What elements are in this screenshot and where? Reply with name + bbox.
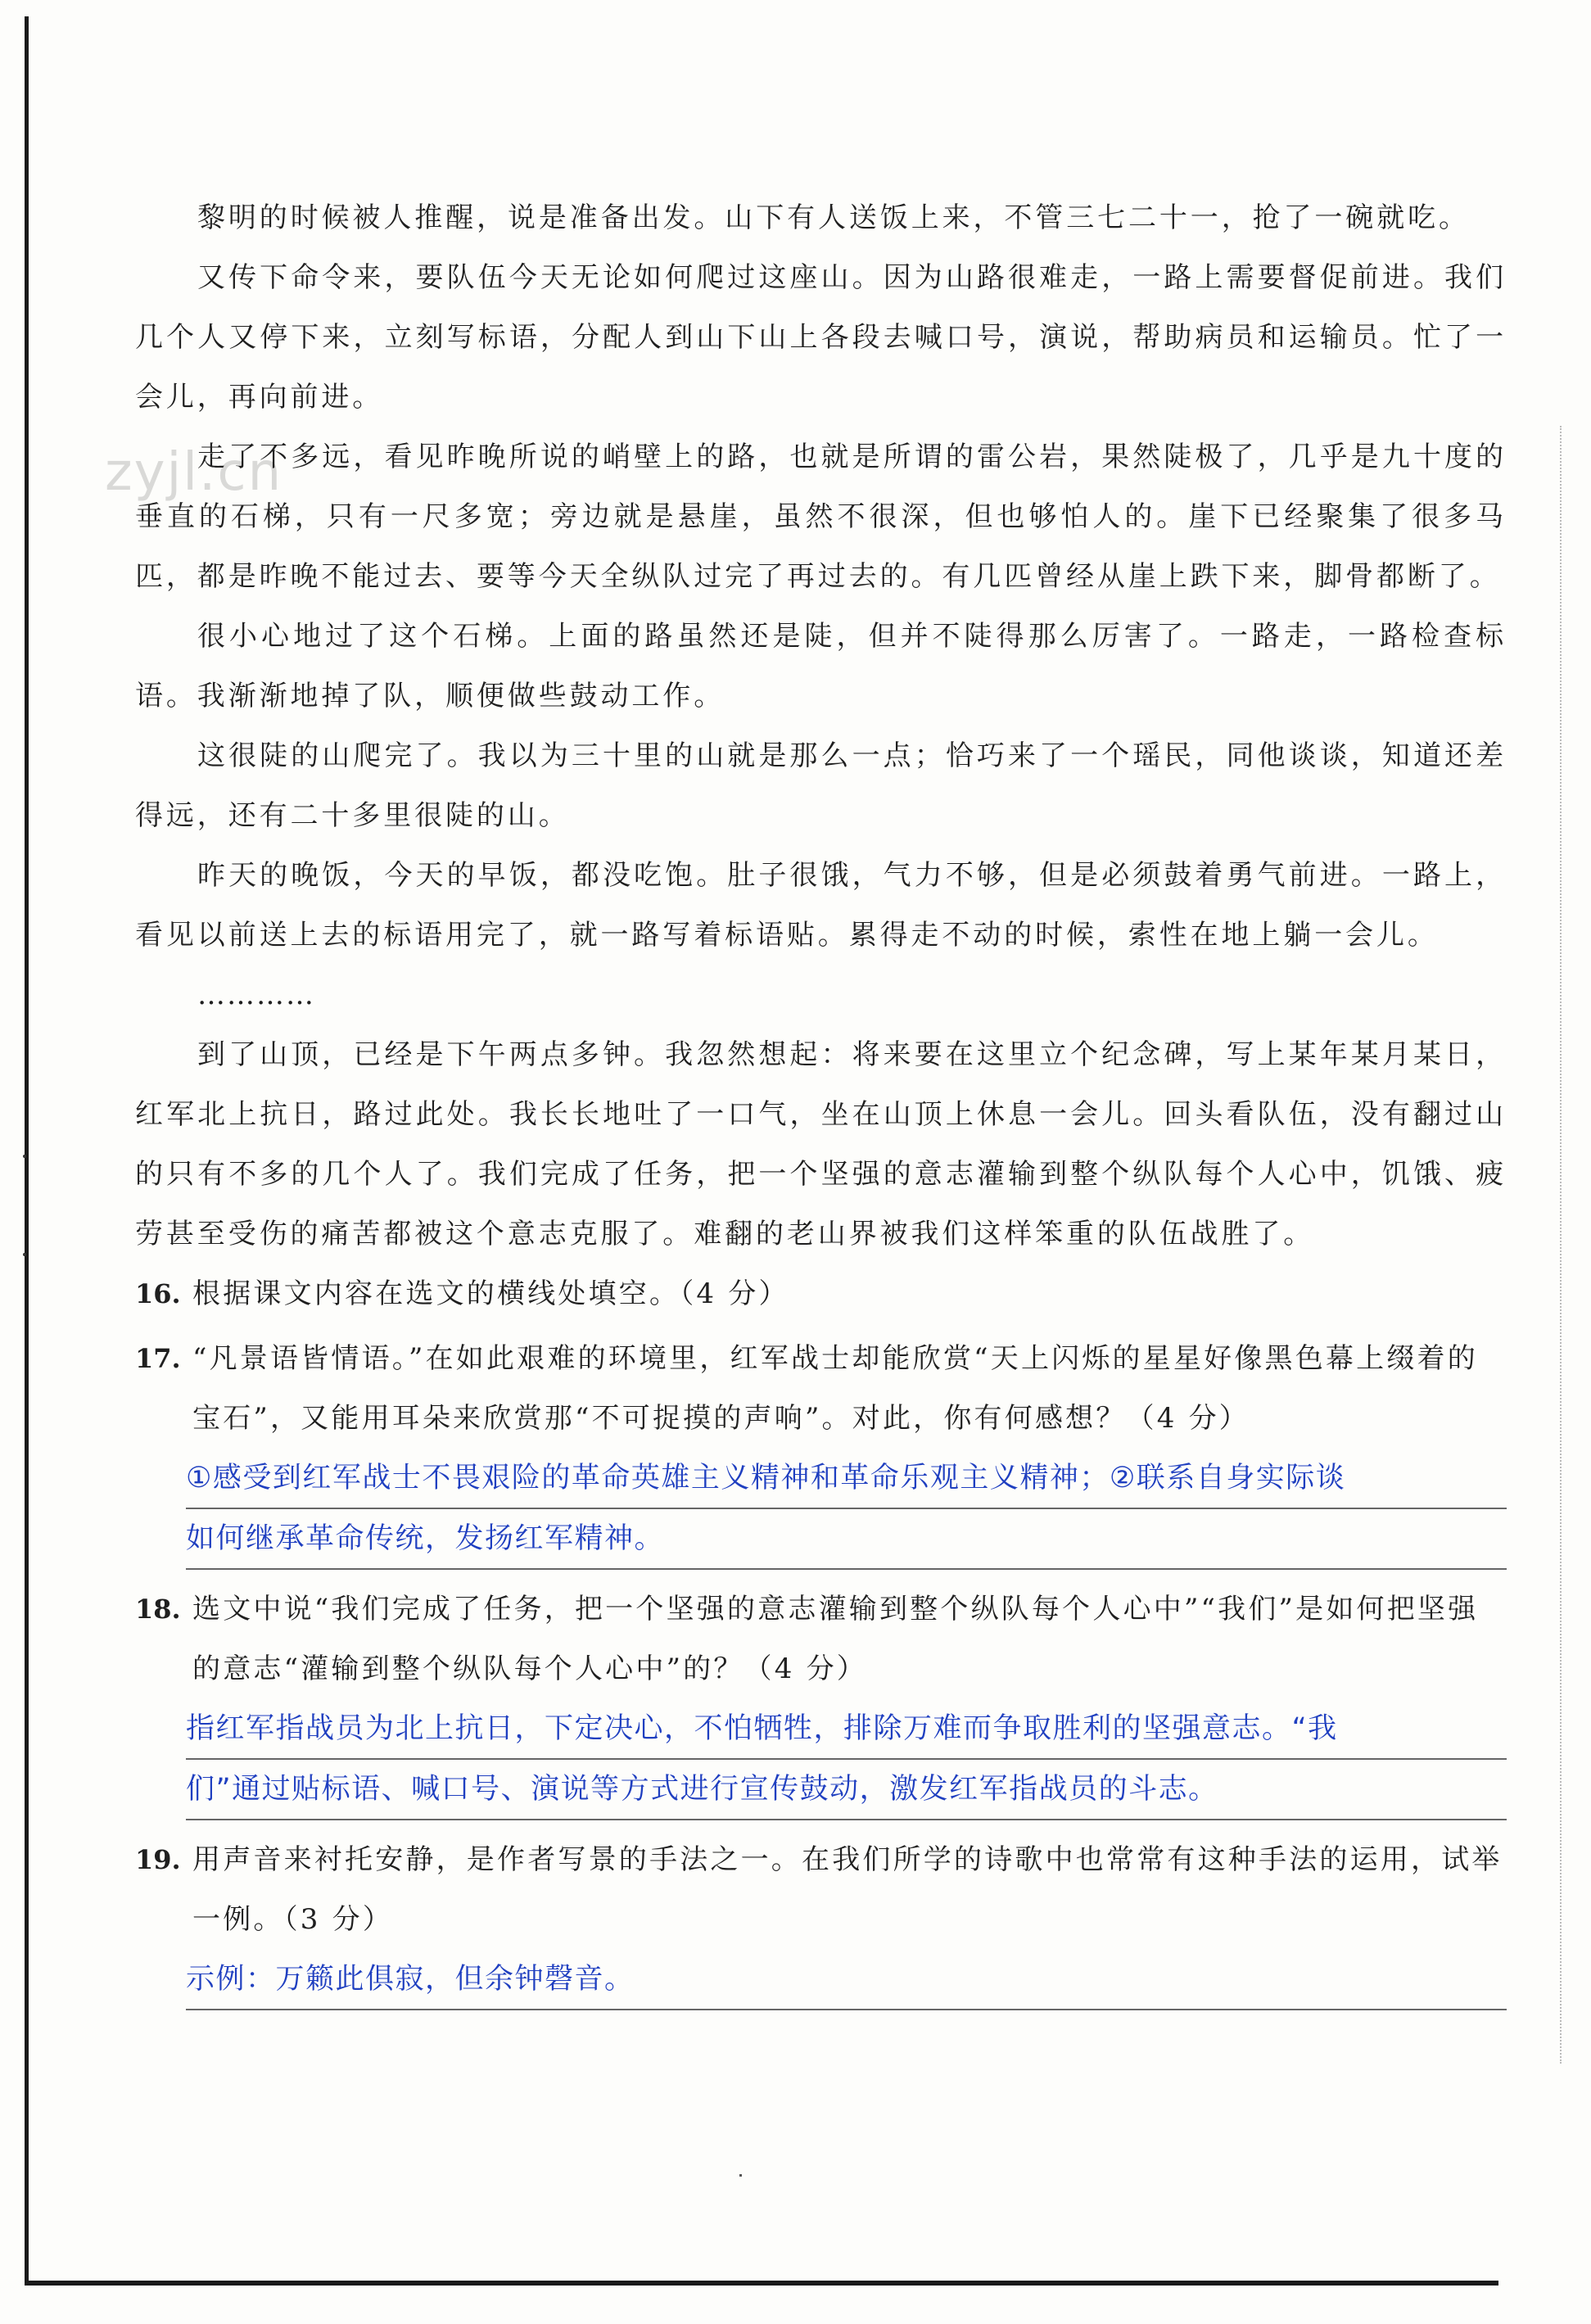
passage-paragraph: 昨天的晚饭，今天的早饭，都没吃饱。肚子很饿，气力不够，但是必须鼓着勇气前进。一路上，看见以前送上去的标语用完了，就一路写着标语贴。累得走不动的时候，索性在地上躺一会儿。	[135, 859, 1507, 952]
answer-line: 如何继承革命传统，发扬红军精神。	[186, 1509, 1507, 1570]
passage-final-paragraph: 到了山顶，已经是下午两点多钟。我忽然想起：将来要在这里立个纪念碑，写上某年某月某日，红军北上抗日，路过此处。我长长地吐了一口气，坐在山顶上休息一会儿。回头看队伍，没有翻过山的只有不多的几个人了。我们完成了任务，把一个坚强的意志灌输到整个纵队每个人心中，饥饿、疲劳甚至受伤的痛苦都被这个意志克服了。难翻的老山界被我们这样笨重的队伍战胜了。	[135, 1038, 1507, 1250]
question-19	[135, 1830, 1507, 2010]
question-18	[135, 1580, 1507, 1820]
watermark: zyjl.cn	[105, 442, 283, 503]
passage-paragraph: 黎明的时候被人推醒，说是准备出发。山下有人送饭上来，不管三七二十一，抢了一碗就吃。	[197, 201, 1470, 234]
passage-paragraph: 又传下命令来，要队伍今天无论如何爬过这座山。因为山路很难走，一路上需要督促前进。我们几个人又停下来，立刻写标语，分配人到山下山上各段去喊口号，演说，帮助病员和运输员。忙了一会儿，再向前进。	[135, 261, 1507, 414]
answer-line: 们”通过贴标语、喊口号、演说等方式进行宣传鼓动，激发红军指战员的斗志。	[186, 1760, 1507, 1820]
question-17	[135, 1329, 1507, 1570]
question-number: 19.	[135, 1844, 181, 1875]
question-number: 16.	[135, 1278, 181, 1309]
passage-paragraph: 走了不多远，看见昨晚所说的峭壁上的路，也就是所谓的雷公岩，果然陡极了，几乎是九十度的垂直的石梯，只有一尺多宽；旁边就是悬崖，虽然不很深，但也够怕人的。崖下已经聚集了很多马匹，都是昨晚不能过去、要等今天全纵队过完了再过去的。有几匹曾经从崖上跌下来，脚骨都断了。	[135, 441, 1507, 593]
answer-line: 指红军指战员为北上抗日，下定决心，不怕牺牲，排除万难而争取胜利的坚强意志。“我	[186, 1699, 1507, 1760]
question-text: “凡景语皆情语。”在如此艰难的环境里，红军战士却能欣赏“天上闪烁的星星好像黑色幕上缀着的宝石”，又能用耳朵来欣赏那“不可捉摸的声响”。对此，你有何感想？（4 分）	[192, 1342, 1478, 1435]
answer-area[interactable]	[186, 1699, 1507, 1820]
question-number: 17.	[135, 1343, 181, 1374]
question-text: 根据课文内容在选文的横线处填空。（4 分）	[192, 1277, 789, 1310]
answer-line: 示例：万籁此俱寂，但余钟磬音。	[186, 1950, 1507, 2010]
passage-ellipsis: …………	[197, 979, 315, 1011]
page-dot	[739, 2174, 742, 2177]
page-content	[135, 188, 1507, 2015]
answer-area[interactable]	[186, 1449, 1507, 1570]
margin-mark	[23, 1253, 26, 1256]
margin-mark	[23, 1155, 26, 1158]
question-text: 选文中说“我们完成了任务，把一个坚强的意志灌输到整个纵队每个人心中”“我们”是如何把坚强的意志“灌输到整个纵队每个人心中”的？（4 分）	[192, 1593, 1479, 1685]
passage-paragraph: 这很陡的山爬完了。我以为三十里的山就是那么一点；恰巧来了一个瑶民，同他谈谈，知道还差得远，还有二十多里很陡的山。	[135, 739, 1507, 832]
right-binding-dots	[1560, 426, 1562, 2064]
question-text: 用声音来衬托安静，是作者写景的手法之一。在我们所学的诗歌中也常常有这种手法的运用，试举一例。（3 分）	[192, 1843, 1503, 1936]
passage-paragraph: 很小心地过了这个石梯。上面的路虽然还是陡，但并不陡得那么厉害了。一路走，一路检查标语。我渐渐地掉了队，顺便做些鼓动工作。	[135, 620, 1507, 712]
question-16	[135, 1264, 1507, 1324]
left-margin-rule	[25, 16, 29, 2285]
answer-line: ①感受到红军战士不畏艰险的革命英雄主义精神和革命乐观主义精神；②联系自身实际谈	[186, 1449, 1507, 1509]
answer-area[interactable]	[186, 1950, 1507, 2010]
question-number: 18.	[135, 1594, 181, 1625]
bottom-margin-rule	[25, 2281, 1498, 2286]
reading-passage	[135, 188, 1507, 1264]
